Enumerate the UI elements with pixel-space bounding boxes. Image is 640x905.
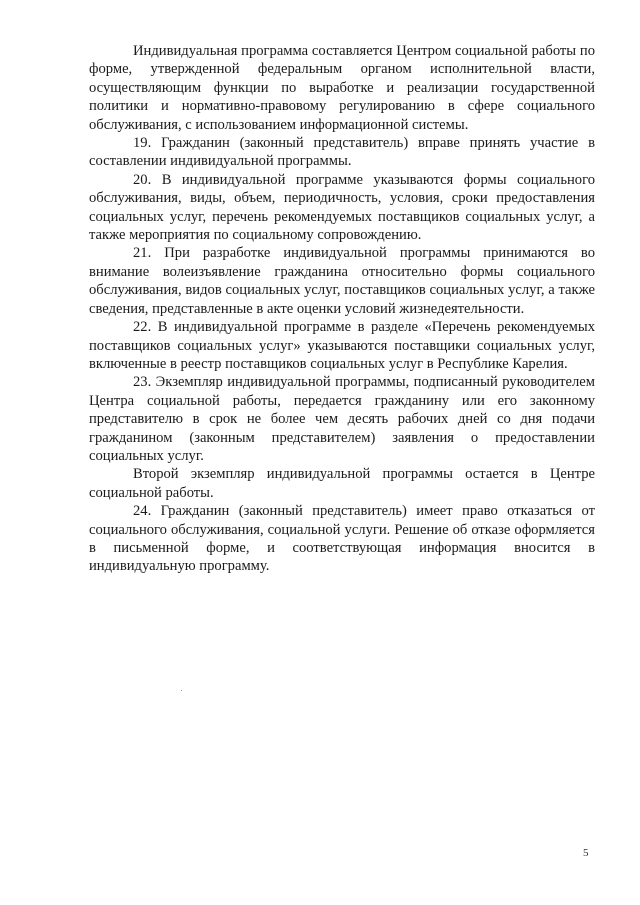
- paragraph-19: 19. Гражданин (законный представитель) вправе принять участие в составлении индивидуальной программы.: [89, 135, 595, 170]
- paragraph-program-form: Индивидуальная программа составляется Центром социальной работы по форме, утвержденной федеральным органом исполнительной власти, осуществляющим функции по выработке и реализации государственной политики и нормативно-правовому регулированию в сфере социального обслуживания, с использованием информационной системы.: [89, 43, 595, 133]
- paragraph-22: 22. В индивидуальной программе в разделе «Перечень рекомендуемых поставщиков социальных услуг» указываются поставщики социальных услуг, включенные в реестр поставщиков социальных услуг в Республике Карелия.: [89, 319, 595, 372]
- paragraph-21: 21. При разработке индивидуальной программы принимаются во внимание волеизъявление гражданина относительно формы социального обслуживания, видов социальных услуг, поставщиков социальных услуг, а также сведения, представленные в акте оценки условий жизнедеятельности.: [89, 245, 595, 317]
- paragraph-second-copy: Второй экземпляр индивидуальной программы остается в Центре социальной работы.: [89, 466, 595, 501]
- paragraph-24: 24. Гражданин (законный представитель) имеет право отказаться от социального обслуживания, социальной услуги. Решение об отказе оформляется в письменной форме, и соответствующая информация вносится в индивидуальную программу.: [89, 503, 595, 575]
- page-number: 5: [583, 847, 589, 859]
- document-body: [89, 42, 595, 576]
- paragraph-20: 20. В индивидуальной программе указываются формы социального обслуживания, виды, объем, периодичность, условия, сроки предоставления социальных услуг, перечень рекомендуемых поставщиков социальных услуг, а также мероприятия по социальному сопровождению.: [89, 171, 595, 244]
- scan-speck: [181, 690, 182, 691]
- paragraph-23: 23. Экземпляр индивидуальной программы, подписанный руководителем Центра социальной работы, передается гражданину или его законному представителю в срок не более чем десять рабочих дней со дня подачи гражданином (законным представителем) заявления о предоставлении социальных услуг.: [89, 374, 595, 464]
